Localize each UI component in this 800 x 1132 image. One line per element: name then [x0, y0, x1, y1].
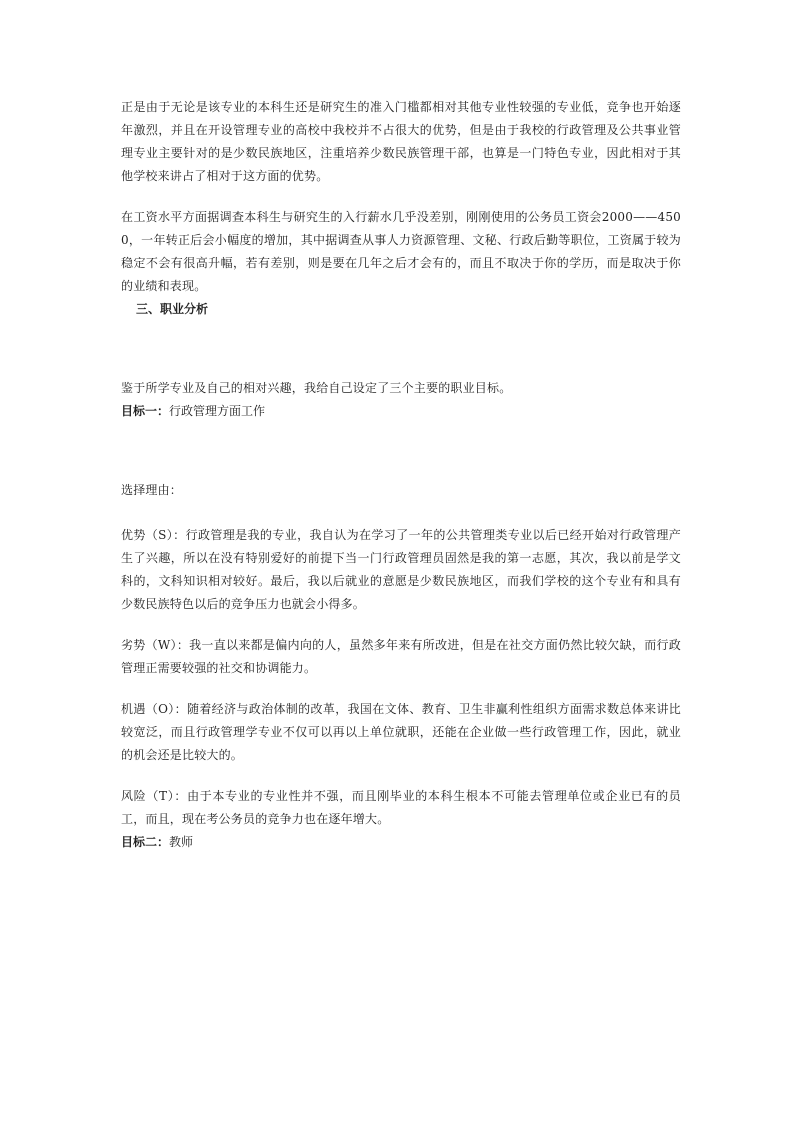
goal-two-text: 教师: [169, 835, 194, 849]
document-body: [121, 96, 681, 854]
section-heading-career-analysis: 三、职业分析: [136, 302, 209, 316]
goal-one-heading: [121, 400, 681, 423]
paragraph-threat: 风险（T）：由于本专业的专业性并不强，而且刚毕业的本科生根本不可能去管理单位或企业已有的员工，而且，现在考公务员的竞争力也在逐年增大。: [121, 789, 681, 826]
paragraph-salary: 在工资水平方面据调查本科生与研究生的入行薪水几乎没差别，刚刚使用的公务员工资会2000——4500，一年转正后会小幅度的增加，其中据调查从事人力资源管理、文秘、行政后勤等职位，工资属于较为稳定不会有很高升幅，若有差别，则是要在几年之后才会有的，而且不取决于你的学历，而是取决于你的业绩和表现。: [121, 210, 681, 293]
paragraph-career-goals-intro: 鉴于所学专业及自己的相对兴趣，我给自己设定了三个主要的职业目标。: [121, 381, 512, 395]
goal-one-label: 目标一：: [121, 404, 170, 418]
goal-two-heading: [121, 831, 681, 854]
paragraph-opportunity: 机遇（O）：随着经济与政治体制的改革，我国在文体、教育、卫生非赢利性组织方面需求数总体来讲比较宽泛，而且行政管理学专业不仅可以再以上单位就职，还能在企业做一些行政管理工作，因此，就业的机会还是比较大的。: [121, 702, 681, 762]
goal-two-label: 目标二：: [121, 835, 170, 849]
paragraph-competition: 正是由于无论是该专业的本科生还是研究生的准入门槛都相对其他专业性较强的专业低，竞争也开始逐年激烈，并且在开设管理专业的高校中我校并不占很大的优势，但是由于我校的行政管理及公共事业管理专业主要针对的是少数民族地区，注重培养少数民族管理干部，也算是一门特色专业，因此相对于其他学校来讲占了相对于这方面的优势。: [121, 100, 681, 183]
paragraph-strength: 优势（S）：行政管理是我的专业，我自认为在学习了一年的公共管理类专业以后已经开始对行政管理产生了兴趣，所以在没有特别爱好的前提下当一门行政管理员固然是我的第一志愿，其次，我以前是学文科的，文科知识相对较好。最后，我以后就业的意愿是少数民族地区，而我们学校的这个专业有和具有少数民族特色以后的竞争压力也就会小得多。: [121, 528, 681, 611]
paragraph-weakness: 劣势（W）：我一直以来都是偏内向的人，虽然多年来有所改进，但是在社交方面仍然比较欠缺，而行政管理正需要较强的社交和协调能力。: [121, 638, 681, 675]
reason-label: 选择理由：: [121, 483, 183, 497]
goal-one-text: 行政管理方面工作: [169, 404, 266, 418]
